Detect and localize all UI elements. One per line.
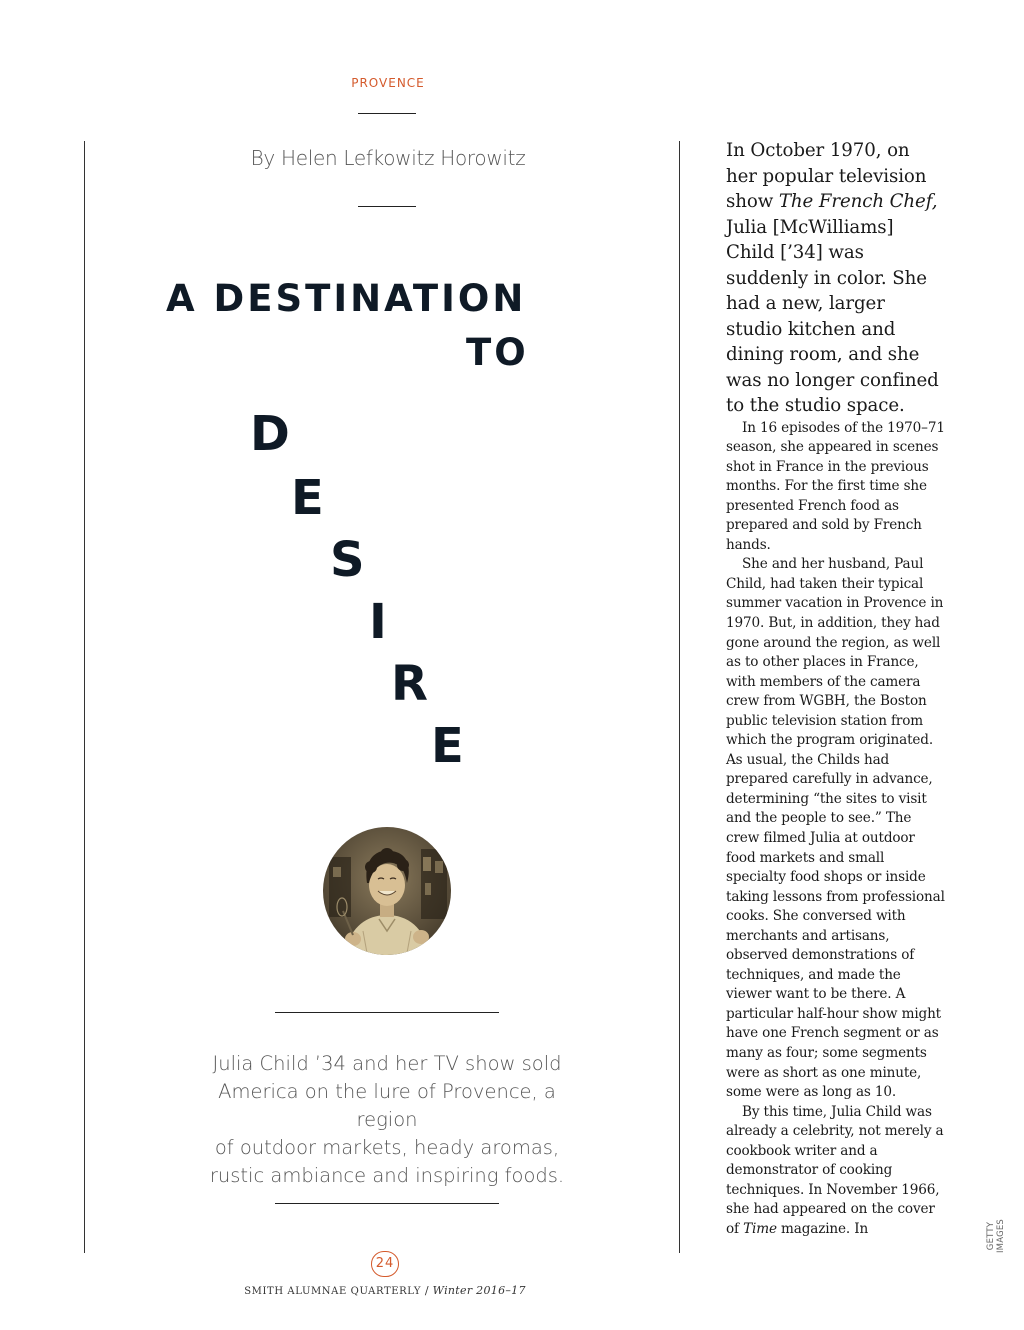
magazine-title: Time xyxy=(743,1220,777,1237)
footer-publication: SMITH ALUMNAE QUARTERLY xyxy=(244,1286,422,1297)
headline-line-1: A DESTINATION xyxy=(166,277,527,320)
headline-letter-s: S xyxy=(330,532,365,588)
section-tag: PROVENCE xyxy=(351,76,425,90)
deck-top-rule xyxy=(275,1012,499,1013)
page-number: 24 xyxy=(371,1251,399,1277)
headline-letter-i: I xyxy=(369,594,387,650)
headline-letter-d: D xyxy=(250,406,290,462)
portrait-photo xyxy=(323,827,451,955)
footer-issue: Winter 2016–17 xyxy=(432,1284,526,1297)
show-title: The French Chef, xyxy=(778,191,938,212)
right-column-rule xyxy=(679,141,680,1253)
byline-divider xyxy=(358,206,416,207)
deck-line: Julia Child ’34 and her TV show sold xyxy=(212,1052,562,1075)
deck-bottom-rule xyxy=(275,1203,499,1204)
headline-letter-e: E xyxy=(291,470,324,526)
article-body xyxy=(726,138,946,1239)
body-paragraph: In 16 episodes of the 1970–71 season, she appeared in scenes shot in France in the previous months. For the first time she presented French food as prepared and sold by French hands. xyxy=(726,419,945,553)
headline-letter-r: R xyxy=(391,656,428,712)
deck-line: rustic ambiance and inspiring foods. xyxy=(209,1164,565,1187)
body-paragraph: She and her husband, Paul Child, had taken their typical summer vacation in Provence in 1970. But, in addition, they had gone around the region, as well as to other places in France, with members of the camera crew from WGBH, the Boston public television station from which the program originated. As usual, the Childs had prepared carefully in advance, determining “the sites to visit and the people to see.” The crew filmed Julia at outdoor food markets and small specialty food shops or inside taking lessons from professional cooks. She conversed with merchants and artisans, observed demonstrations of techniques, and made the viewer want to be there. A particular half-hour show might have one French segment or as many as four; some segments were as short as one minute, some were as long as 10. xyxy=(726,556,945,1101)
headline-line-2: TO xyxy=(466,331,529,374)
left-column-rule xyxy=(84,141,85,1253)
photo-credit: GETTY IMAGES xyxy=(986,1218,1006,1254)
body-paragraph: By this time, Julia Child was already a celebrity, not merely a cookbook writer and a demonstrator of cooking techniques. In November 1966, she had appeared on the cover of Time magazine. In xyxy=(726,1103,944,1237)
byline: By Helen Lefkowitz Horowitz xyxy=(250,146,526,170)
footer-separator: / xyxy=(421,1284,433,1297)
lede-paragraph: In October 1970, on her popular television show The French Chef, Julia [McWilliams] Child [’34] was suddenly in color. She had a new, larger studio kitchen and dining room, and she was no longer confined to the studio space. xyxy=(726,140,939,416)
deck xyxy=(190,1050,584,1190)
deck-line: America on the lure of Provence, a region xyxy=(218,1080,556,1131)
section-divider xyxy=(358,113,416,114)
headline-letter-e2: E xyxy=(431,718,464,774)
deck-line: of outdoor markets, heady aromas, xyxy=(214,1136,560,1159)
footer xyxy=(200,1284,570,1297)
